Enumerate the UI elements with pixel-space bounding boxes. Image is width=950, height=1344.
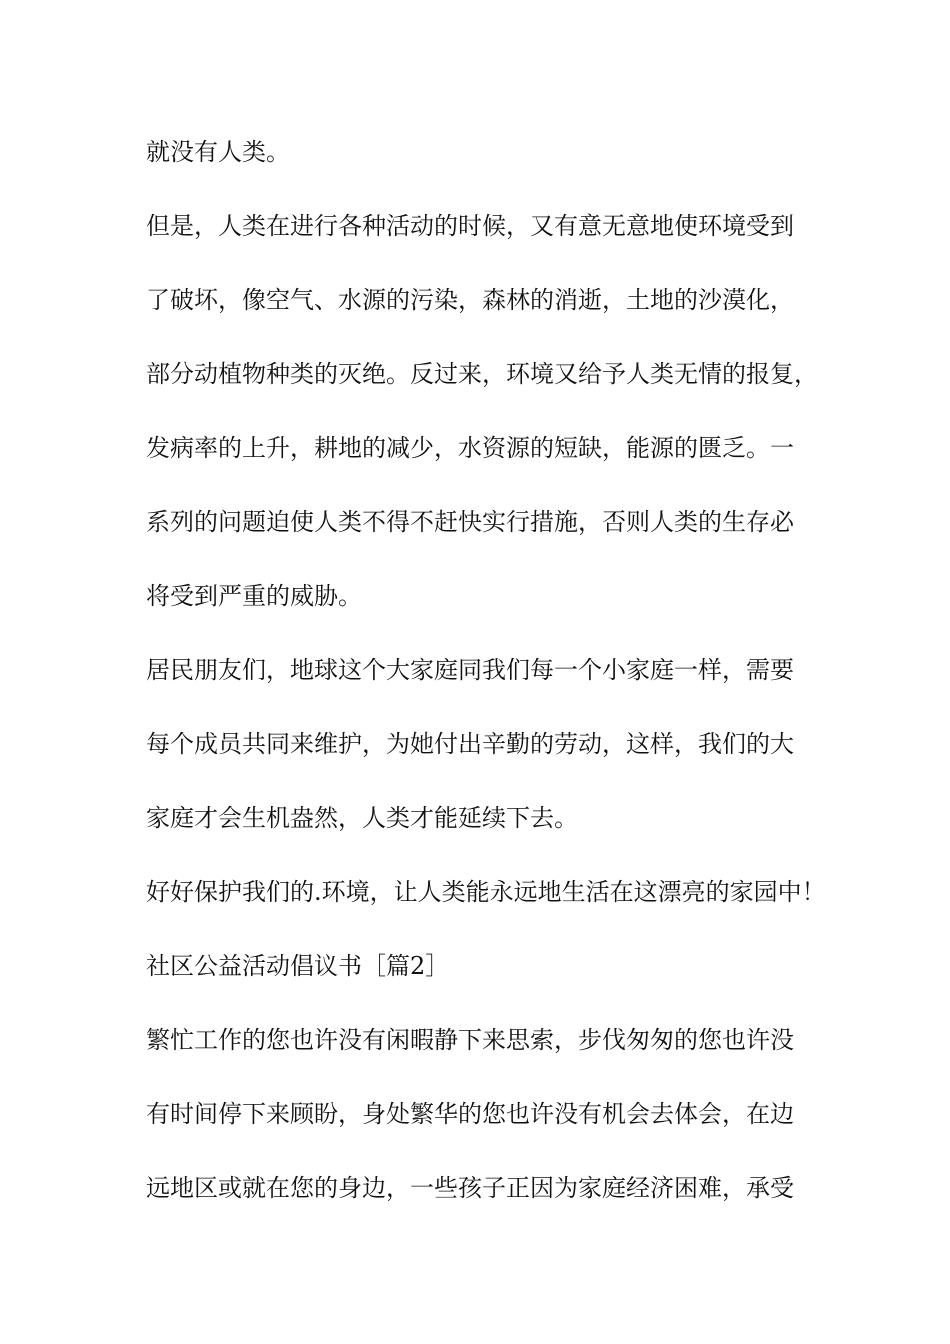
text-line: 家庭才会生机盎然，人类才能延续下去。 — [146, 804, 578, 832]
text-line: 将受到严重的威胁。 — [146, 582, 362, 610]
text-line: 发病率的上升，耕地的减少，水资源的短缺，能源的匮乏。一 — [146, 434, 794, 462]
text-line: 系列的问题迫使人类不得不赶快实行措施，否则人类的生存必 — [146, 508, 794, 536]
section-heading: 社区公益活动倡议书［篇2］ — [146, 952, 450, 980]
text-line: 居民朋友们，地球这个大家庭同我们每一个小家庭一样，需要 — [146, 656, 794, 684]
text-line: 每个成员共同来维护，为她付出辛勤的劳动，这样，我们的大 — [146, 730, 794, 758]
text-line: 远地区或就在您的身边，一些孩子正因为家庭经济困难，承受 — [146, 1174, 794, 1202]
text-line: 有时间停下来顾盼，身处繁华的您也许没有机会去体会，在边 — [146, 1100, 794, 1128]
text-line: 就没有人类。 — [146, 138, 290, 166]
text-line: 部分动植物种类的灭绝。反过来，环境又给予人类无情的报复， — [146, 360, 818, 388]
text-line: 繁忙工作的您也许没有闲暇静下来思索，步伐匆匆的您也许没 — [146, 1026, 794, 1054]
text-line: 好好保护我们的.环境，让人类能永远地生活在这漂亮的家园中！ — [146, 878, 826, 906]
text-line: 但是，人类在进行各种活动的时候，又有意无意地使环境受到 — [146, 212, 794, 240]
text-line: 了破坏，像空气、水源的污染，森林的消逝，土地的沙漠化， — [146, 286, 794, 314]
